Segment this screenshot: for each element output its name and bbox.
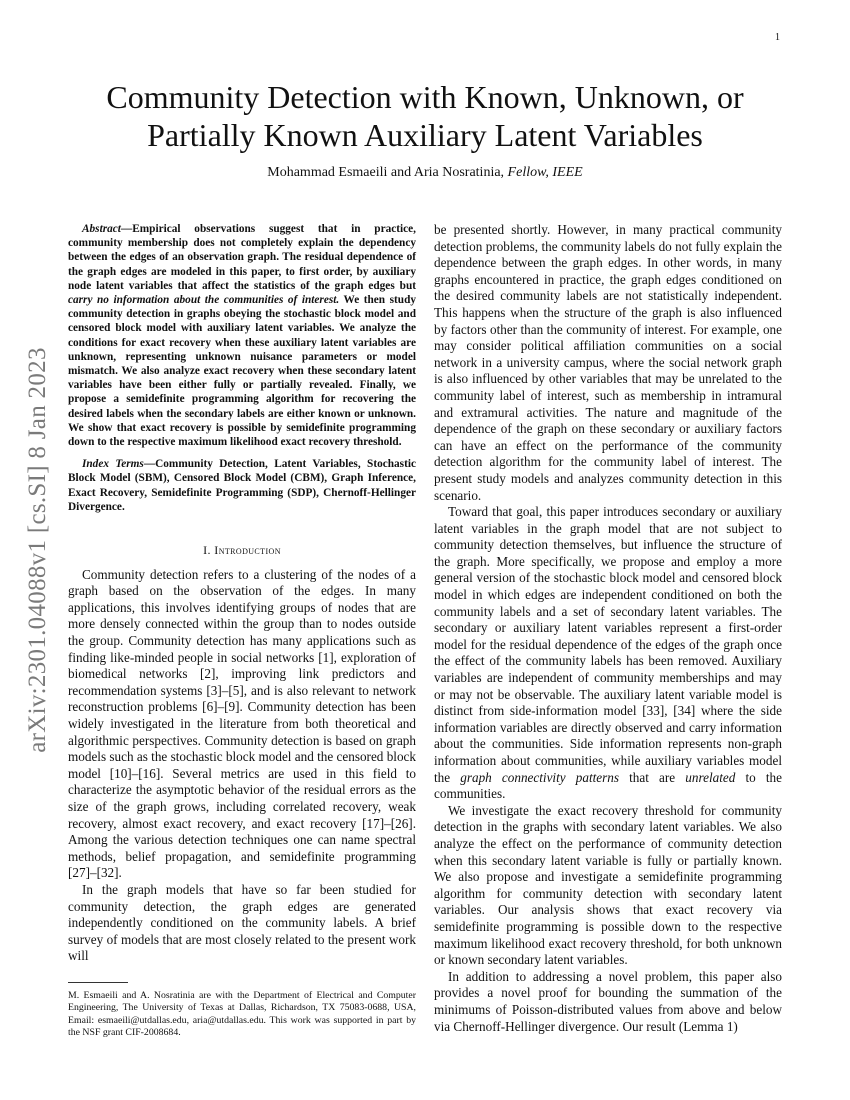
right-paragraph-2-emphasis-1: graph connectivity patterns <box>460 769 619 785</box>
right-paragraph-4: In addition to addressing a novel problem, this paper also provides a novel proof for bounding the summation of the minimums of Poisson-distributed values from above and below via Chernoff-Hellinger divergence. Our result (Lemma 1) <box>434 968 782 1034</box>
abstract <box>68 222 416 449</box>
author-line <box>70 165 780 181</box>
right-paragraph-2-text-2: that are <box>618 769 686 785</box>
section-heading-introduction: I. Introduction <box>203 543 281 558</box>
author-footnote: M. Esmaeili and A. Nosratinia are with the Department of Electrical and Computer Engineering, The University of Texas at Dallas, Richardson, TX 75083-0688, USA, Email: esmaeili@utdallas.edu, aria@utdallas.edu. This work was supported in part by the NSF grant CIF-2008684. <box>68 990 416 1039</box>
title-line-1: Community Detection with Known, Unknown, or <box>106 79 744 115</box>
index-terms <box>68 457 416 514</box>
title-line-2: Partially Known Auxiliary Latent Variables <box>147 117 703 153</box>
arxiv-side-stamp <box>8 320 68 780</box>
abstract-lead: Abstract <box>82 223 121 235</box>
right-paragraph-2 <box>434 504 782 803</box>
left-column <box>68 222 416 965</box>
intro-paragraph-2: In the graph models that have so far been studied for community detection, the graph edges are generated independently conditioned on the community labels. A brief survey of models that are most closely related to the present work will <box>68 881 416 964</box>
author-fellow-title: Fellow, IEEE <box>507 165 583 180</box>
arxiv-identifier: arXiv:2301.04088v1 [cs.SI] 8 Jan 2023 <box>24 347 51 753</box>
right-paragraph-2-text-1: Toward that goal, this paper introduces secondary or auxiliary latent variables in the graph model that are not subject to community detection themselves, but influence the structure of the graph. More specifically, we propose and employ a more general version of the stochastic block model and censored block model in which edges are independent conditioned on both the community labels and a set of secondary latent variables. The secondary or auxiliary latent variables represent a first-order model for the residual dependence of the edges of the graph once the effect of the community labels has been removed. Auxiliary variables are independent of community memberships and may or may not be observable. The auxiliary latent variable model is distinct from side-information model [33], [34] where the side information variables are directly observed and carry information about the communities. Side information represents non-graph information about communities, while auxiliary variables model the <box>434 504 782 785</box>
abstract-text-2: We then study community detection in graphs obeying the stochastic block model and censored block model with auxiliary latent variables. We analyze the conditions for exact recovery when these auxiliary latent variables are unknown, representing unknown nuisance parameters or model mismatch. We also analyze exact recovery when these secondary latent variables have been either fully or partially revealed. Finally, we propose a semidefinite programming algorithm for recovering the desired labels when the secondary labels are either known or unknown. We show that exact recovery is possible by semidefinite programming down to the respective maximum likelihood exact recovery threshold. <box>68 294 417 449</box>
page-number: 1 <box>775 32 780 43</box>
right-paragraph-2-emphasis-2: unrelated <box>685 769 736 785</box>
abstract-emphasis: carry no information about the communities of interest. <box>68 294 340 307</box>
index-terms-text: —Community Detection, Latent Variables, Stochastic Block Model (SBM), Censored Block Model (CBM), Graph Inference, Exact Recovery, Semidefinite Programming (SDP), Chernoff-Hellinger Divergence. <box>68 458 416 513</box>
author-names: Mohammad Esmaeili and Aria Nosratinia, <box>267 165 505 180</box>
intro-paragraph-1: Community detection refers to a clustering of the nodes of a graph based on the observation of the edges. In many applications, this involves identifying groups of nodes that are more densely connected within the group than to nodes outside the group. Community detection has many applications such as finding like-minded people in social networks [1], exploration of biomedical networks [2], improving link predictors and recommendation systems [3]–[5], and is also relevant to network reconstruction problems [6]–[9]. Community detection has been widely investigated in the literature from both theoretical and algorithmic perspectives. Community detection is based on graph models such as the stochastic block model and the censored block model [10]–[16]. Several metrics are used in this field to characterize the asymptotic behavior of the residual errors as the size of the graph grows, including correlated recovery, weak recovery, almost exact recovery, and exact recovery [17]–[26]. Among the various detection techniques one can name spectral methods, belief propagation, and semidefinite programming [27]–[32]. <box>68 566 416 881</box>
abstract-text-1: —Empirical observations suggest that in practice, community membership does not completely explain the dependency between the edges of an observation graph. The residual dependence of the graph edges are modeled in this paper, to first order, by auxiliary node latent variables that affect the statistics of the graph edges but <box>68 223 416 292</box>
right-paragraph-1: be presented shortly. However, in many practical community detection problems, the community labels do not fully explain the dependence between the graph edges. In other words, in many graphs encountered in practice, the graph edges conditioned on the desired community labels are not statistically independent. This happens when the structure of the graph is also influenced by factors other than the community of interest. For example, one may consider political affiliation communities on a social network in a university campus, where the social network graph is also influenced by other variables that may be unrelated to the community label of interest, such as membership in intramural and extramural activities. The nature and magnitude of the dependence of the graph on these secondary or auxiliary factors can have an effect on the performance of the community detection algorithm for the community label of interest. The present study models and analyzes community detection in this scenario. <box>434 222 782 503</box>
paper-title <box>70 78 780 154</box>
index-terms-lead: Index Terms <box>82 458 144 471</box>
footnote-divider <box>68 982 128 983</box>
right-column <box>434 222 782 1035</box>
right-paragraph-3: We investigate the exact recovery threshold for community detection in the graphs with secondary latent variables. We also analyze the effect on the performance of community detection when this secondary latent variable is fully or partially known. We also propose and investigate a semidefinite programming algorithm for community detection with secondary latent variables. Our analysis shows that exact recovery via semidefinite programming is possible down to the respective maximum likelihood exact recovery threshold, for both unknown or known secondary latent variables. <box>434 802 782 968</box>
right-paragraph-2-text-3: to the communities. <box>434 769 782 802</box>
